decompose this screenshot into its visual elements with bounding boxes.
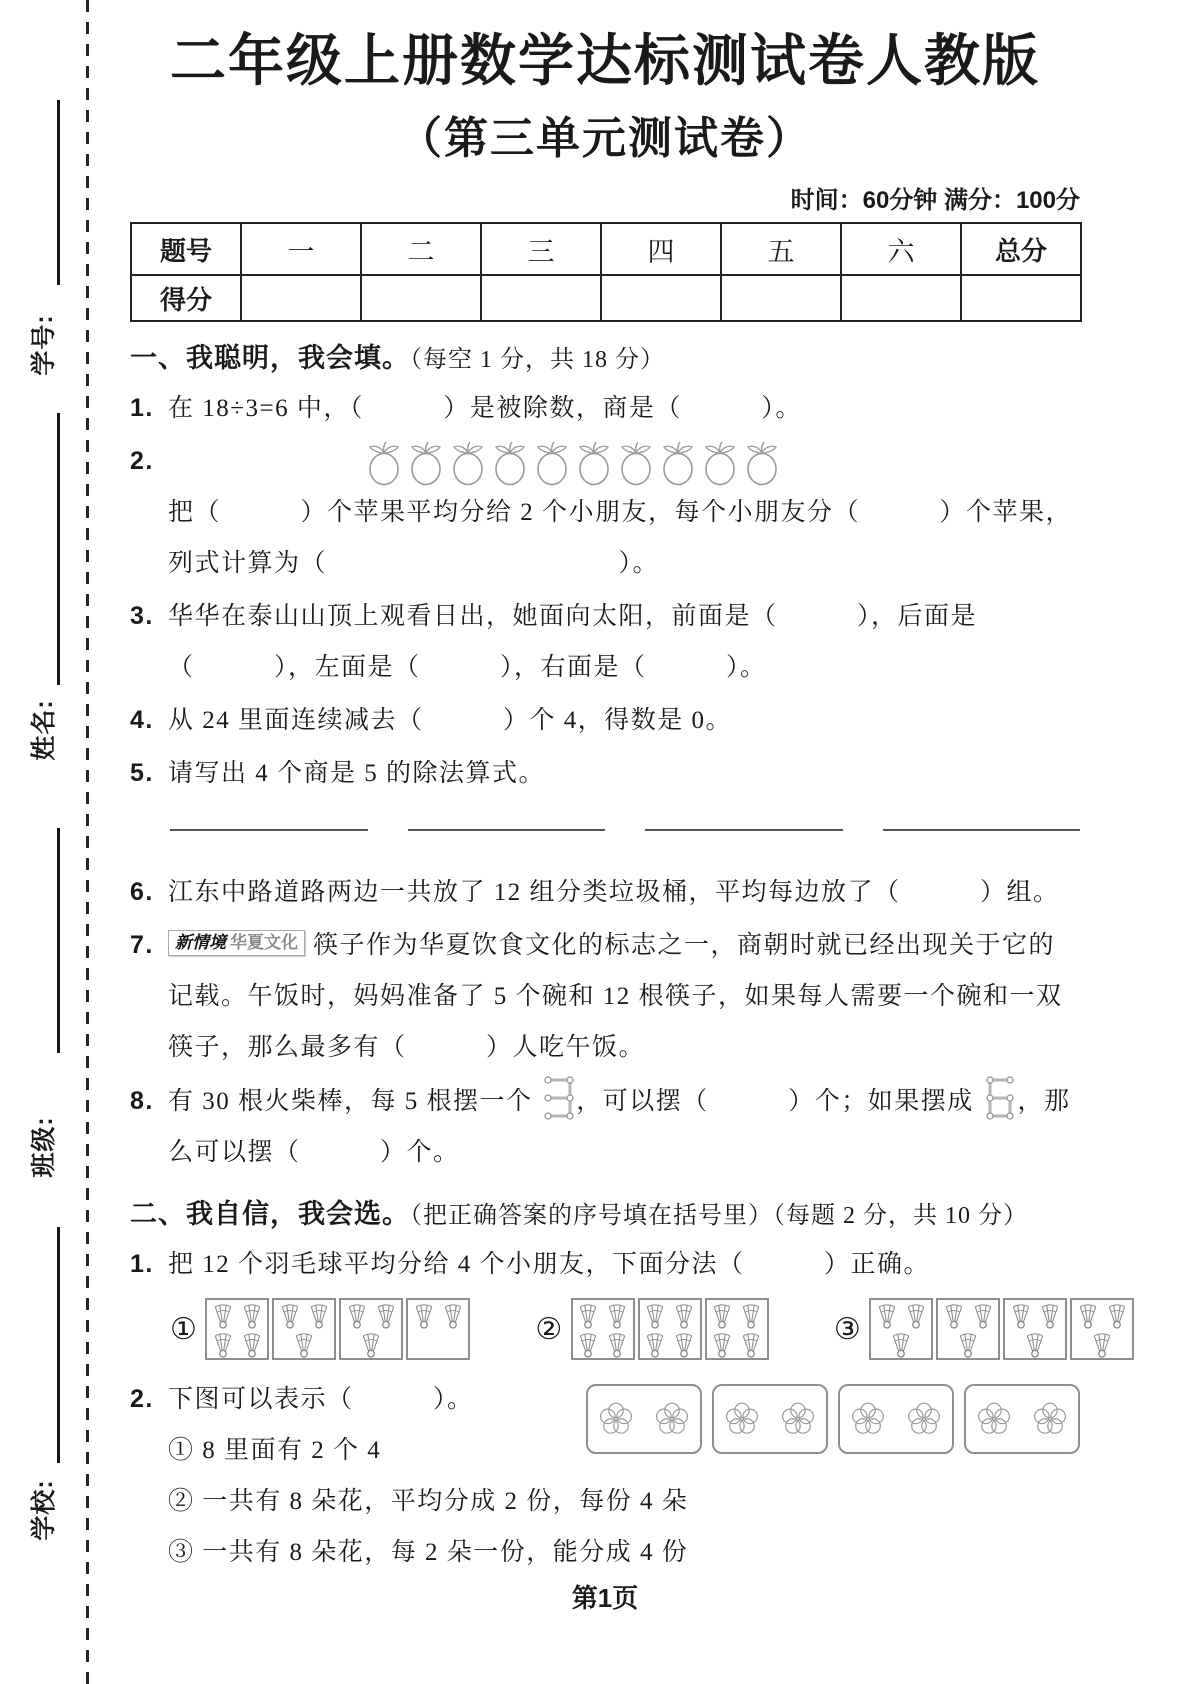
- option-label-3: ③: [833, 1312, 863, 1346]
- shuttlecock-icon: [1010, 1302, 1032, 1329]
- shuttlecock-icon: [375, 1302, 397, 1329]
- question-7-text: 筷子作为华夏饮食文化的标志之一，商朝时就已经出现关于它的记载。午饭时，妈妈准备了 5 个碗和 12 根筷子，如果每人需要一个碗和一双筷子，那么最多有（ ）人吃午饭。: [168, 932, 1063, 1062]
- section-two-question-2: [130, 1374, 1080, 1578]
- flower-box: [712, 1384, 828, 1454]
- shuttlecock-icon: [1106, 1302, 1128, 1329]
- score-table-empty-cell: [361, 275, 481, 321]
- apple-icon: [489, 439, 531, 487]
- badminton-box: [869, 1298, 933, 1360]
- question-7-number: 7.: [130, 931, 154, 960]
- shuttlecock-icon: [673, 1302, 695, 1329]
- class-write-line: [57, 828, 60, 1053]
- badminton-box: [406, 1298, 470, 1360]
- student-name-write-line: [57, 413, 60, 685]
- section-two-title: 二、我自信，我会选。: [130, 1199, 410, 1230]
- question-8-text-mid: ，可以摆（ ）个；如果摆成: [576, 1088, 982, 1116]
- shuttlecock-icon: [943, 1302, 965, 1329]
- matchstick-3-icon: [540, 1075, 576, 1121]
- flower-icon: [975, 1400, 1013, 1438]
- cut-dashed-line: [86, 0, 89, 1684]
- matchstick-6-icon: [982, 1075, 1018, 1121]
- section-two-heading: [130, 1192, 1080, 1237]
- flower-icon: [597, 1400, 635, 1438]
- question-4-number: 4.: [130, 706, 154, 735]
- option-label-1: ①: [170, 1312, 199, 1346]
- shuttlecock-icon: [1091, 1331, 1113, 1358]
- flower-box: [838, 1384, 954, 1454]
- badminton-box: [936, 1298, 1000, 1360]
- shuttlecock-icon: [442, 1302, 464, 1329]
- question-5-text: 请写出 4 个商是 5 的除法算式。: [168, 760, 546, 788]
- question-8-text-post: ，那么可以摆（ ）个。: [168, 1088, 1071, 1167]
- question-1-number: 1.: [130, 394, 154, 422]
- shuttlecock-icon: [1077, 1302, 1099, 1329]
- score-table-column-2: 二: [361, 223, 481, 275]
- score-row-label: 得分: [131, 275, 241, 321]
- shuttlecock-icon: [644, 1302, 666, 1329]
- choice-3: ③ 一共有 8 朵花，每 2 朵一份，能分成 4 份: [168, 1539, 689, 1567]
- shuttlecock-icon: [606, 1302, 628, 1329]
- shuttlecock-icon: [308, 1302, 330, 1329]
- shuttlecock-icon: [711, 1302, 733, 1329]
- section-one-note: （每空 1 分，共 18 分）: [410, 347, 665, 373]
- badminton-box: [272, 1298, 336, 1360]
- score-table-empty-cell: [241, 275, 361, 321]
- page-number: 第1页: [571, 1583, 639, 1614]
- badminton-box: [1070, 1298, 1134, 1360]
- section-two-note: （把正确答案的序号填在括号里）（每题 2 分，共 10 分）: [410, 1203, 1028, 1230]
- shuttlecock-icon: [241, 1302, 263, 1329]
- option-label-2: ②: [535, 1312, 564, 1346]
- score-table: [130, 222, 1082, 322]
- shuttlecock-icon: [1024, 1331, 1046, 1358]
- student-number-label: 学号:: [30, 314, 58, 376]
- score-table-column-6: 六: [841, 223, 961, 275]
- badminton-box: [638, 1298, 702, 1360]
- badminton-option-1: [170, 1298, 473, 1360]
- question-8: [130, 1075, 1080, 1178]
- question-6: [130, 867, 1080, 918]
- score-table-score-row: [131, 275, 1081, 321]
- apple-icon: [447, 439, 489, 487]
- school-label: 学校:: [30, 1479, 58, 1541]
- s2-question-1-text: 把 12 个羽毛球平均分给 4 个小朋友，下面分法（ ）正确。: [168, 1251, 931, 1279]
- answer-blank-lines: [170, 829, 1080, 833]
- question-2: [130, 436, 1080, 589]
- matchstick-figure-2: [982, 1088, 1018, 1115]
- s2-question-2-text: 下图可以表示（ ）。: [168, 1386, 474, 1414]
- shuttlecock-icon: [241, 1331, 263, 1358]
- question-6-text: 江东中路道路两边一共放了 12 组分类垃圾桶，平均每边放了（ ）组。: [168, 879, 1060, 907]
- s2-question-1-number: 1.: [130, 1250, 154, 1279]
- school-write-line: [57, 1227, 60, 1463]
- flower-icon: [723, 1400, 761, 1438]
- flower-icon: [849, 1400, 887, 1438]
- question-2-text: 把（ ）个苹果平均分给 2 个小朋友，每个小朋友分（ ）个苹果，列式计算为（ ）。: [168, 499, 1073, 578]
- shuttlecock-icon: [673, 1331, 695, 1358]
- choice-1: ① 8 里面有 2 个 4: [168, 1437, 382, 1465]
- student-name-label: 姓名:: [30, 699, 58, 761]
- shuttlecock-icon: [212, 1302, 234, 1329]
- class-label: 班级:: [30, 1116, 58, 1178]
- badminton-box: [1003, 1298, 1067, 1360]
- question-7: [130, 920, 1080, 1073]
- shuttlecock-icon: [711, 1331, 733, 1358]
- time-and-score-info: 时间：60分钟 满分：100分: [790, 187, 1080, 214]
- question-1: [130, 383, 1080, 434]
- shuttlecock-icon: [413, 1302, 435, 1329]
- badminton-options-row: [170, 1298, 1080, 1360]
- choice-2: ② 一共有 8 朵花，平均分成 2 份，每份 4 朵: [168, 1488, 689, 1516]
- score-table-empty-cell: [481, 275, 601, 321]
- shuttlecock-icon: [740, 1302, 762, 1329]
- badminton-box: [205, 1298, 269, 1360]
- shuttlecock-icon: [972, 1302, 994, 1329]
- score-table-column-5: 五: [721, 223, 841, 275]
- shuttlecock-icon: [905, 1302, 927, 1329]
- paper-subtitle: （第三单元测试卷）: [398, 114, 812, 163]
- shuttlecock-icon: [876, 1302, 898, 1329]
- badminton-box: [571, 1298, 635, 1360]
- apple-icon: [363, 439, 405, 487]
- badminton-box: [705, 1298, 769, 1360]
- shuttlecock-icon: [293, 1331, 315, 1358]
- question-8-text-pre: 有 30 根火柴棒，每 5 根摆一个: [168, 1088, 541, 1116]
- section-one-heading: [130, 336, 1080, 381]
- flower-icon: [905, 1400, 943, 1438]
- badge-main-text: 新情境: [175, 933, 226, 953]
- apple-icon: [531, 439, 573, 487]
- score-table-empty-cell: [601, 275, 721, 321]
- shuttlecock-icon: [644, 1331, 666, 1358]
- score-table-column-3: 三: [481, 223, 601, 275]
- question-4: [130, 695, 1080, 746]
- flower-box: [586, 1384, 702, 1454]
- shuttlecock-icon: [606, 1331, 628, 1358]
- score-table-empty-cell: [841, 275, 961, 321]
- student-number-write-line: [57, 100, 60, 285]
- shuttlecock-icon: [346, 1302, 368, 1329]
- shuttlecock-icon: [740, 1331, 762, 1358]
- flower-icon: [779, 1400, 817, 1438]
- score-table-empty-cell: [961, 275, 1081, 321]
- answer-blank-line: [645, 829, 843, 831]
- shuttlecock-icon: [957, 1331, 979, 1358]
- s2-question-2-number: 2.: [130, 1385, 154, 1414]
- paper-content: [130, 0, 1080, 1614]
- question-3-text: 华华在泰山山顶上观看日出，她面向太阳，前面是（ ），后面是（ ），左面是（ ），右面是（ ）。: [168, 603, 978, 682]
- question-2-number: 2.: [130, 447, 154, 475]
- shuttlecock-icon: [577, 1331, 599, 1358]
- flower-icon: [1031, 1400, 1069, 1438]
- matchstick-figure-1: [540, 1088, 576, 1115]
- score-table-empty-cell: [721, 275, 841, 321]
- section-one-title: 一、我聪明，我会填。: [130, 343, 410, 373]
- flowers-illustration: [586, 1384, 1080, 1454]
- apple-icon: [741, 439, 783, 487]
- shuttlecock-icon: [890, 1331, 912, 1358]
- score-table-header-row: [131, 223, 1081, 275]
- paper-title: 二年级上册数学达标测试卷人教版: [170, 29, 1040, 92]
- score-table-column-4: 四: [601, 223, 721, 275]
- question-3: [130, 591, 1080, 693]
- flower-icon: [653, 1400, 691, 1438]
- apple-icon: [615, 439, 657, 487]
- answer-blank-line: [170, 829, 368, 831]
- section-two-question-1: [130, 1239, 1080, 1360]
- badminton-option-3: [834, 1298, 1137, 1360]
- score-table-column-1: 一: [241, 223, 361, 275]
- answer-blank-line: [408, 829, 606, 831]
- question-8-number: 8.: [130, 1087, 154, 1116]
- score-table-column-7: 总分: [961, 223, 1081, 275]
- badminton-option-2: [535, 1298, 771, 1360]
- apple-icon: [699, 439, 741, 487]
- apples-illustration: [363, 439, 783, 487]
- flower-box: [964, 1384, 1080, 1454]
- apple-icon: [573, 439, 615, 487]
- shuttlecock-icon: [212, 1331, 234, 1358]
- shuttlecock-icon: [279, 1302, 301, 1329]
- shuttlecock-icon: [1039, 1302, 1061, 1329]
- question-5: [130, 748, 1080, 833]
- score-table-column-0: 题号: [131, 223, 241, 275]
- apple-icon: [657, 439, 699, 487]
- apple-icon: [405, 439, 447, 487]
- badminton-box: [339, 1298, 403, 1360]
- question-4-text: 从 24 里面连续减去（ ）个 4，得数是 0。: [168, 707, 733, 735]
- question-5-number: 5.: [130, 759, 154, 788]
- question-3-number: 3.: [130, 602, 154, 631]
- shuttlecock-icon: [360, 1331, 382, 1358]
- new-context-badge: [168, 930, 305, 956]
- answer-blank-line: [883, 829, 1081, 831]
- shuttlecock-icon: [577, 1302, 599, 1329]
- question-1-text: 在 18÷3=6 中，（ ）是被除数，商是（ ）。: [168, 395, 802, 422]
- question-6-number: 6.: [130, 878, 154, 907]
- badge-sub-text: 华夏文化: [230, 933, 298, 953]
